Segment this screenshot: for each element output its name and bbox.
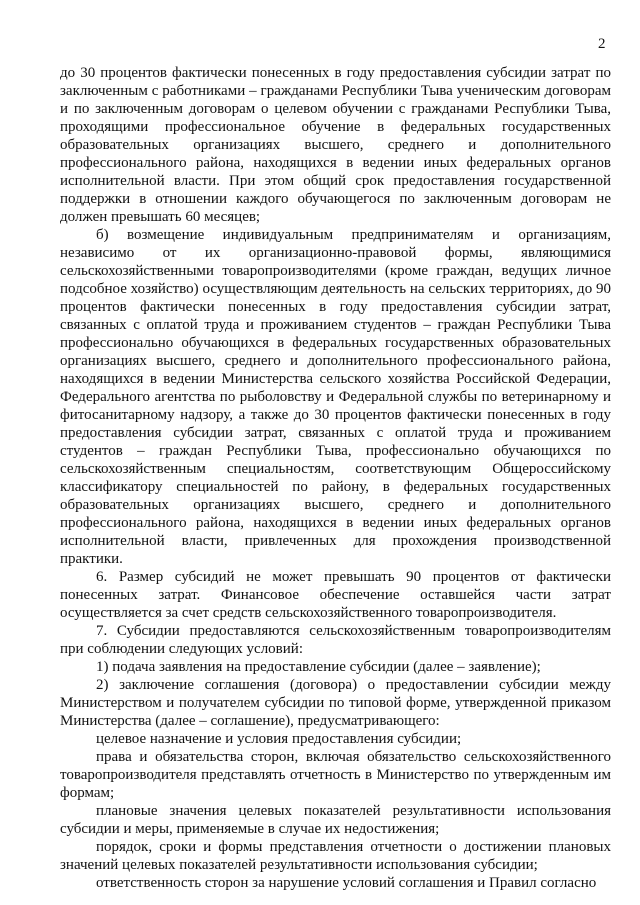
paragraph-section-6: 6. Размер субсидий не может превышать 90 процентов от фактически понесенных затрат. Финансовое обеспечение оставшейся части затрат осуществляется за счет средств сельскохозяйственного товаропроизводителя. [60, 569, 611, 621]
paragraph-agreement-targets: плановые значения целевых показателей результативности использования субсидии и меры, применяемые в случае их недостижения; [60, 803, 611, 837]
paragraph-agreement-purpose: целевое назначение и условия предоставления субсидии; [96, 731, 462, 747]
paragraph-agreement-liability: ответственность сторон за нарушение условий соглашения и Правил согласно [96, 875, 597, 891]
paragraph-condition-1: 1) подача заявления на предоставление субсидии (далее – заявление); [96, 659, 541, 675]
paragraph-condition-2: 2) заключение соглашения (договора) о предоставлении субсидии между Министерством и получателем субсидии по типовой форме, утвержденной приказом Министерства (далее – соглашение), предусматривающего: [60, 677, 611, 729]
page-number: 2 [598, 36, 606, 52]
paragraph-continuation: до 30 процентов фактически понесенных в году предоставления субсидии затрат по заключенным с работниками – гражданами Республики Тыва ученическим договорам и по заключенным договорам о целевом обучении с гражданами Республики Тыва, проходящими профессиональное обучение в федеральных государственных образовательных организациях высшего, среднего и дополнительного профессионального района, находящихся в ведении иных федеральных органов исполнительной власти. При этом общий срок предоставления государственной поддержки в отношении каждого обучающегося по заключенным договорам не должен превышать 60 месяцев; [60, 65, 611, 225]
paragraph-agreement-reporting: порядок, сроки и формы представления отчетности о достижении плановых значений целевых показателей результативности использования субсидии; [60, 839, 611, 873]
paragraph-section-7: 7. Субсидии предоставляются сельскохозяйственным товаропроизводителям при соблюдении следующих условий: [60, 623, 611, 657]
paragraph-agreement-rights: права и обязательства сторон, включая обязательство сельскохозяйственного товаропроизводителя представлять отчетность в Министерство по утвержденным им формам; [60, 749, 611, 801]
document-body [60, 64, 611, 892]
paragraph-item-b: б) возмещение индивидуальным предпринимателям и организациям, независимо от их организационно-правовой формы, являющимися сельскохозяйственными товаропроизводителями (кроме граждан, ведущих личное подсобное хозяйство) осуществляющим деятельность на сельских территориях, до 90 процентов фактически понесенных в году предоставления субсидии затрат, связанных с оплатой труда и проживанием студентов – граждан Республики Тыва профессионально обучающихся в федеральных государственных образовательных организациях высшего, среднего и дополнительного профессионального района, находящихся в ведении Министерства сельского хозяйства Российской Федерации, Федерального агентства по рыболовству и Федеральной службы по ветеринарному и фитосанитарному надзору, а также до 30 процентов фактически понесенных в году предоставления субсидии затрат, связанных с оплатой труда и проживанием студентов – граждан Республики Тыва, профессионально обучающихся по сельскохозяйственным специальностям, соответствующим Общероссийскому классификатору специальностей по району, в федеральных государственных образовательных организациях высшего, среднего и дополнительного профессионального района, находящихся в ведении иных федеральных органов исполнительной власти, привлеченных для прохождения производственной практики. [60, 227, 611, 567]
